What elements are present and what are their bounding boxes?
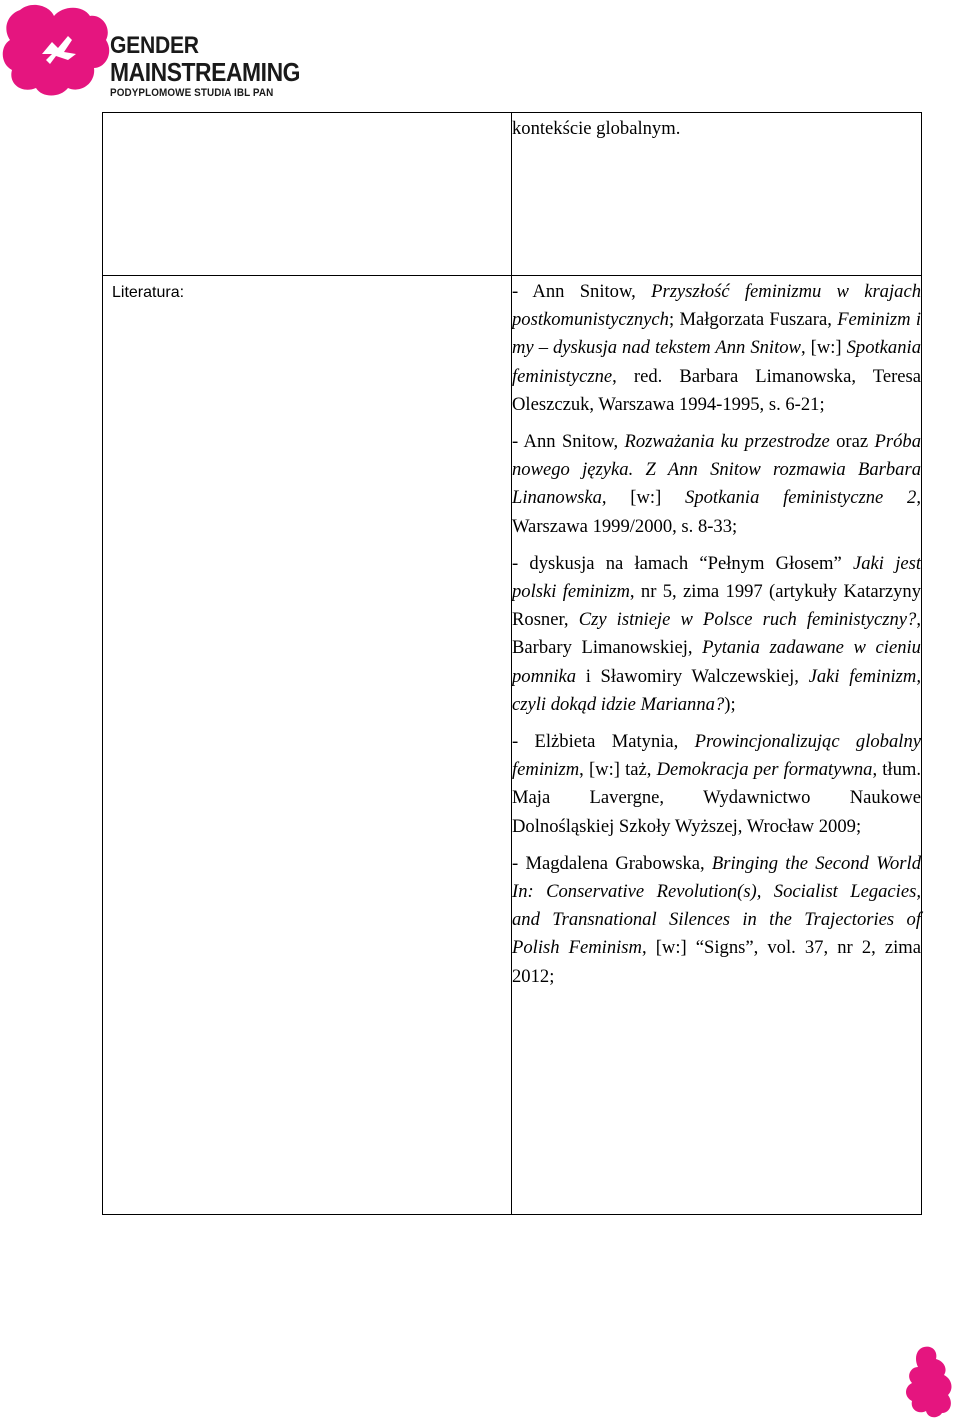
logo-title-gender: GENDER [110, 32, 199, 59]
literature-item: - Ann Snitow, Rozważania ku przestrodze oraz Próba nowego języka. Z Ann Snitow rozmawia Barbara Linanowska, [w:] Spotkania feministyczne 2, Warszawa 1999/2000, s. 8-33; [512, 431, 921, 537]
syllabus-table [102, 112, 922, 1215]
continued-text: kontekście globalnym. [512, 118, 681, 139]
logo-title-mainstreaming: MAINSTREAMING [110, 57, 301, 87]
literature-item: - dyskusja na łamach “Pełnym Głosem” Jaki jest polski feminizm, nr 5, zima 1997 (artykuły Katarzyny Rosner, Czy istnieje w Polsce ruch feministyczny?, Barbary Limanowskiej, Pytania zadawane w cieniu pomnika i Sławomiry Walczewskiej, Jaki feminizm, czyli dokąd idzie Marianna?); [512, 552, 922, 715]
label-cell [103, 276, 512, 1215]
corner-figure-icon [904, 1345, 956, 1419]
content-cell [512, 113, 922, 276]
table-row [103, 276, 922, 1215]
logo [0, 0, 300, 105]
literature-list [512, 276, 922, 1215]
table-row [103, 113, 922, 276]
label-cell [103, 113, 512, 276]
literature-item: - Ann Snitow, Przyszłość feminizmu w krajach postkomunistycznych; Małgorzata Fuszara, Feminizm i my – dyskusja nad tekstem Ann Snitow, [w:] Spotkania feministyczne, red. Barbara Limanowska, Teresa Oleszczuk, Warszawa 1994-1995, s. 6-21; [512, 281, 921, 415]
logo-subtitle: PODYPLOMOWE STUDIA IBL PAN [110, 87, 274, 99]
literature-item: - Elżbieta Matynia, Prowincjonalizując globalny feminizm, [w:] taż, Demokracja per formatywna, tłum. Maja Lavergne, Wydawnictwo Naukowe Dolnośląskiej Szkoły Wyższej, Wrocław 2009; [512, 731, 921, 837]
logo-blob-icon [2, 2, 112, 100]
literature-label: Literatura: [112, 284, 185, 301]
literature-item: - Magdalena Grabowska, Bringing the Second World In: Conservative Revolution(s), Socialist Legacies, and Transnational Silences in the Trajectories of Polish Feminism, [w:] “Signs”, vol. 37, nr 2, zima 2012; [512, 852, 921, 987]
